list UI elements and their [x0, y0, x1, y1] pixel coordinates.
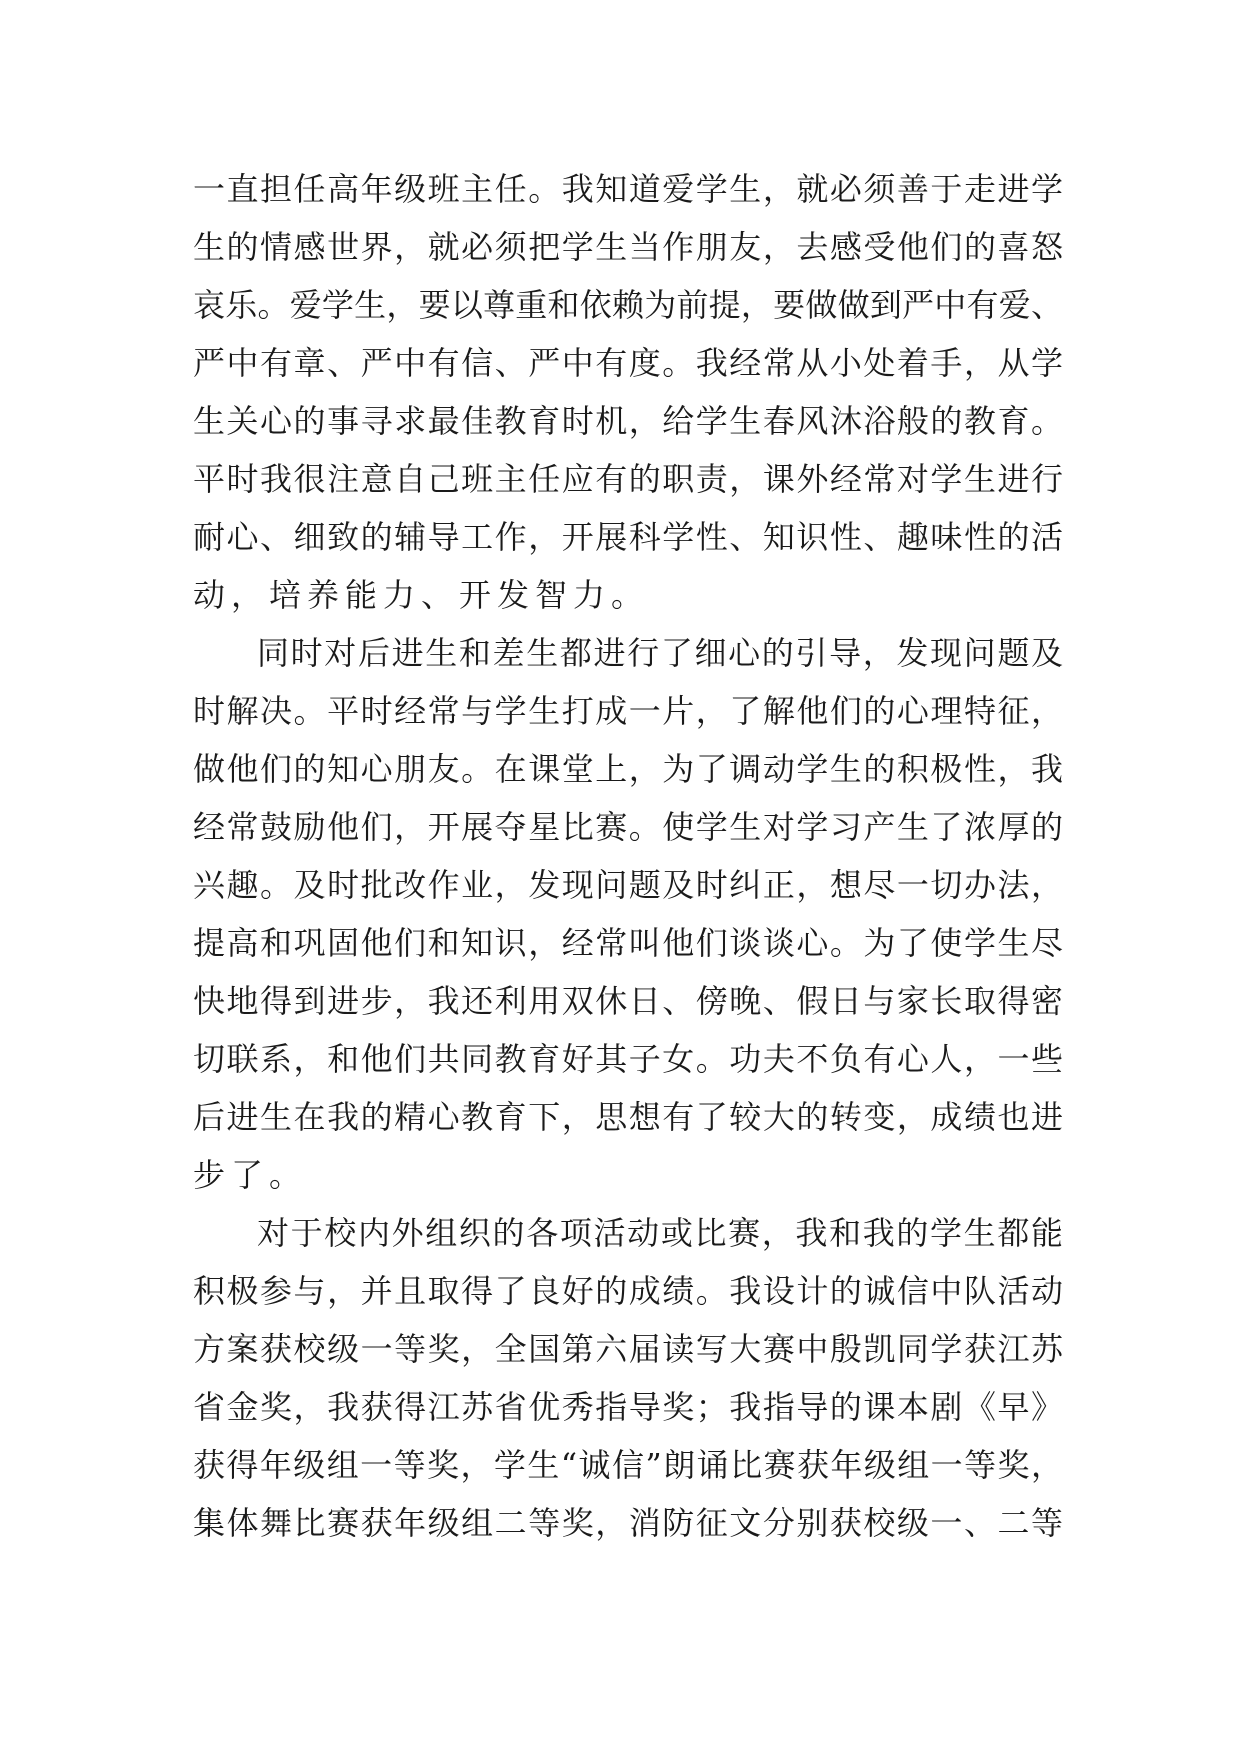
text-line: 切联系，和他们共同教育好其子女。功夫不负有心人，一些	[193, 1040, 1063, 1078]
text-line: 平时我很注意自己班主任应有的职责，课外经常对学生进行	[193, 460, 1063, 498]
text-line: 动，培养能力、开发智力。	[193, 576, 650, 614]
text-line: 同时对后进生和差生都进行了细心的引导，发现问题及	[257, 634, 1063, 672]
text-line: 耐心、细致的辅导工作，开展科学性、知识性、趣味性的活	[193, 518, 1063, 556]
paragraph-2	[193, 624, 1063, 1204]
text-line: 严中有章、严中有信、严中有度。我经常从小处着手，从学	[193, 344, 1063, 382]
text-line: 一直担任高年级班主任。我知道爱学生，就必须善于走进学	[193, 170, 1063, 208]
text-line: 生关心的事寻求最佳教育时机，给学生春风沐浴般的教育。	[193, 402, 1063, 440]
text-line: 省金奖，我获得江苏省优秀指导奖；我指导的课本剧《早》	[193, 1388, 1063, 1426]
paragraph-3	[193, 1204, 1063, 1552]
text-line: 哀乐。爱学生，要以尊重和依赖为前提，要做做到严中有爱、	[193, 286, 1063, 324]
paragraph-1	[193, 160, 1063, 624]
text-line: 兴趣。及时批改作业，发现问题及时纠正，想尽一切办法，	[193, 866, 1063, 904]
text-line: 快地得到进步，我还利用双休日、傍晚、假日与家长取得密	[193, 982, 1063, 1020]
text-line: 对于校内外组织的各项活动或比赛，我和我的学生都能	[257, 1214, 1063, 1252]
text-line: 提高和巩固他们和知识，经常叫他们谈谈心。为了使学生尽	[193, 924, 1063, 962]
text-line: 经常鼓励他们，开展夺星比赛。使学生对学习产生了浓厚的	[193, 808, 1063, 846]
text-line: 获得年级组一等奖，学生“诚信”朗诵比赛获年级组一等奖，	[193, 1446, 1063, 1484]
document-body	[193, 160, 1063, 1552]
text-line: 时解决。平时经常与学生打成一片，了解他们的心理特征，	[193, 692, 1063, 730]
text-line: 生的情感世界，就必须把学生当作朋友，去感受他们的喜怒	[193, 228, 1063, 266]
text-line: 后进生在我的精心教育下，思想有了较大的转变，成绩也进	[193, 1098, 1063, 1136]
text-line: 积极参与，并且取得了良好的成绩。我设计的诚信中队活动	[193, 1272, 1063, 1310]
text-line: 步了。	[193, 1156, 308, 1194]
text-line: 方案获校级一等奖，全国第六届读写大赛中殷凯同学获江苏	[193, 1330, 1063, 1368]
text-line: 集体舞比赛获年级组二等奖，消防征文分别获校级一、二等	[193, 1504, 1063, 1542]
text-line: 做他们的知心朋友。在课堂上，为了调动学生的积极性，我	[193, 750, 1063, 788]
